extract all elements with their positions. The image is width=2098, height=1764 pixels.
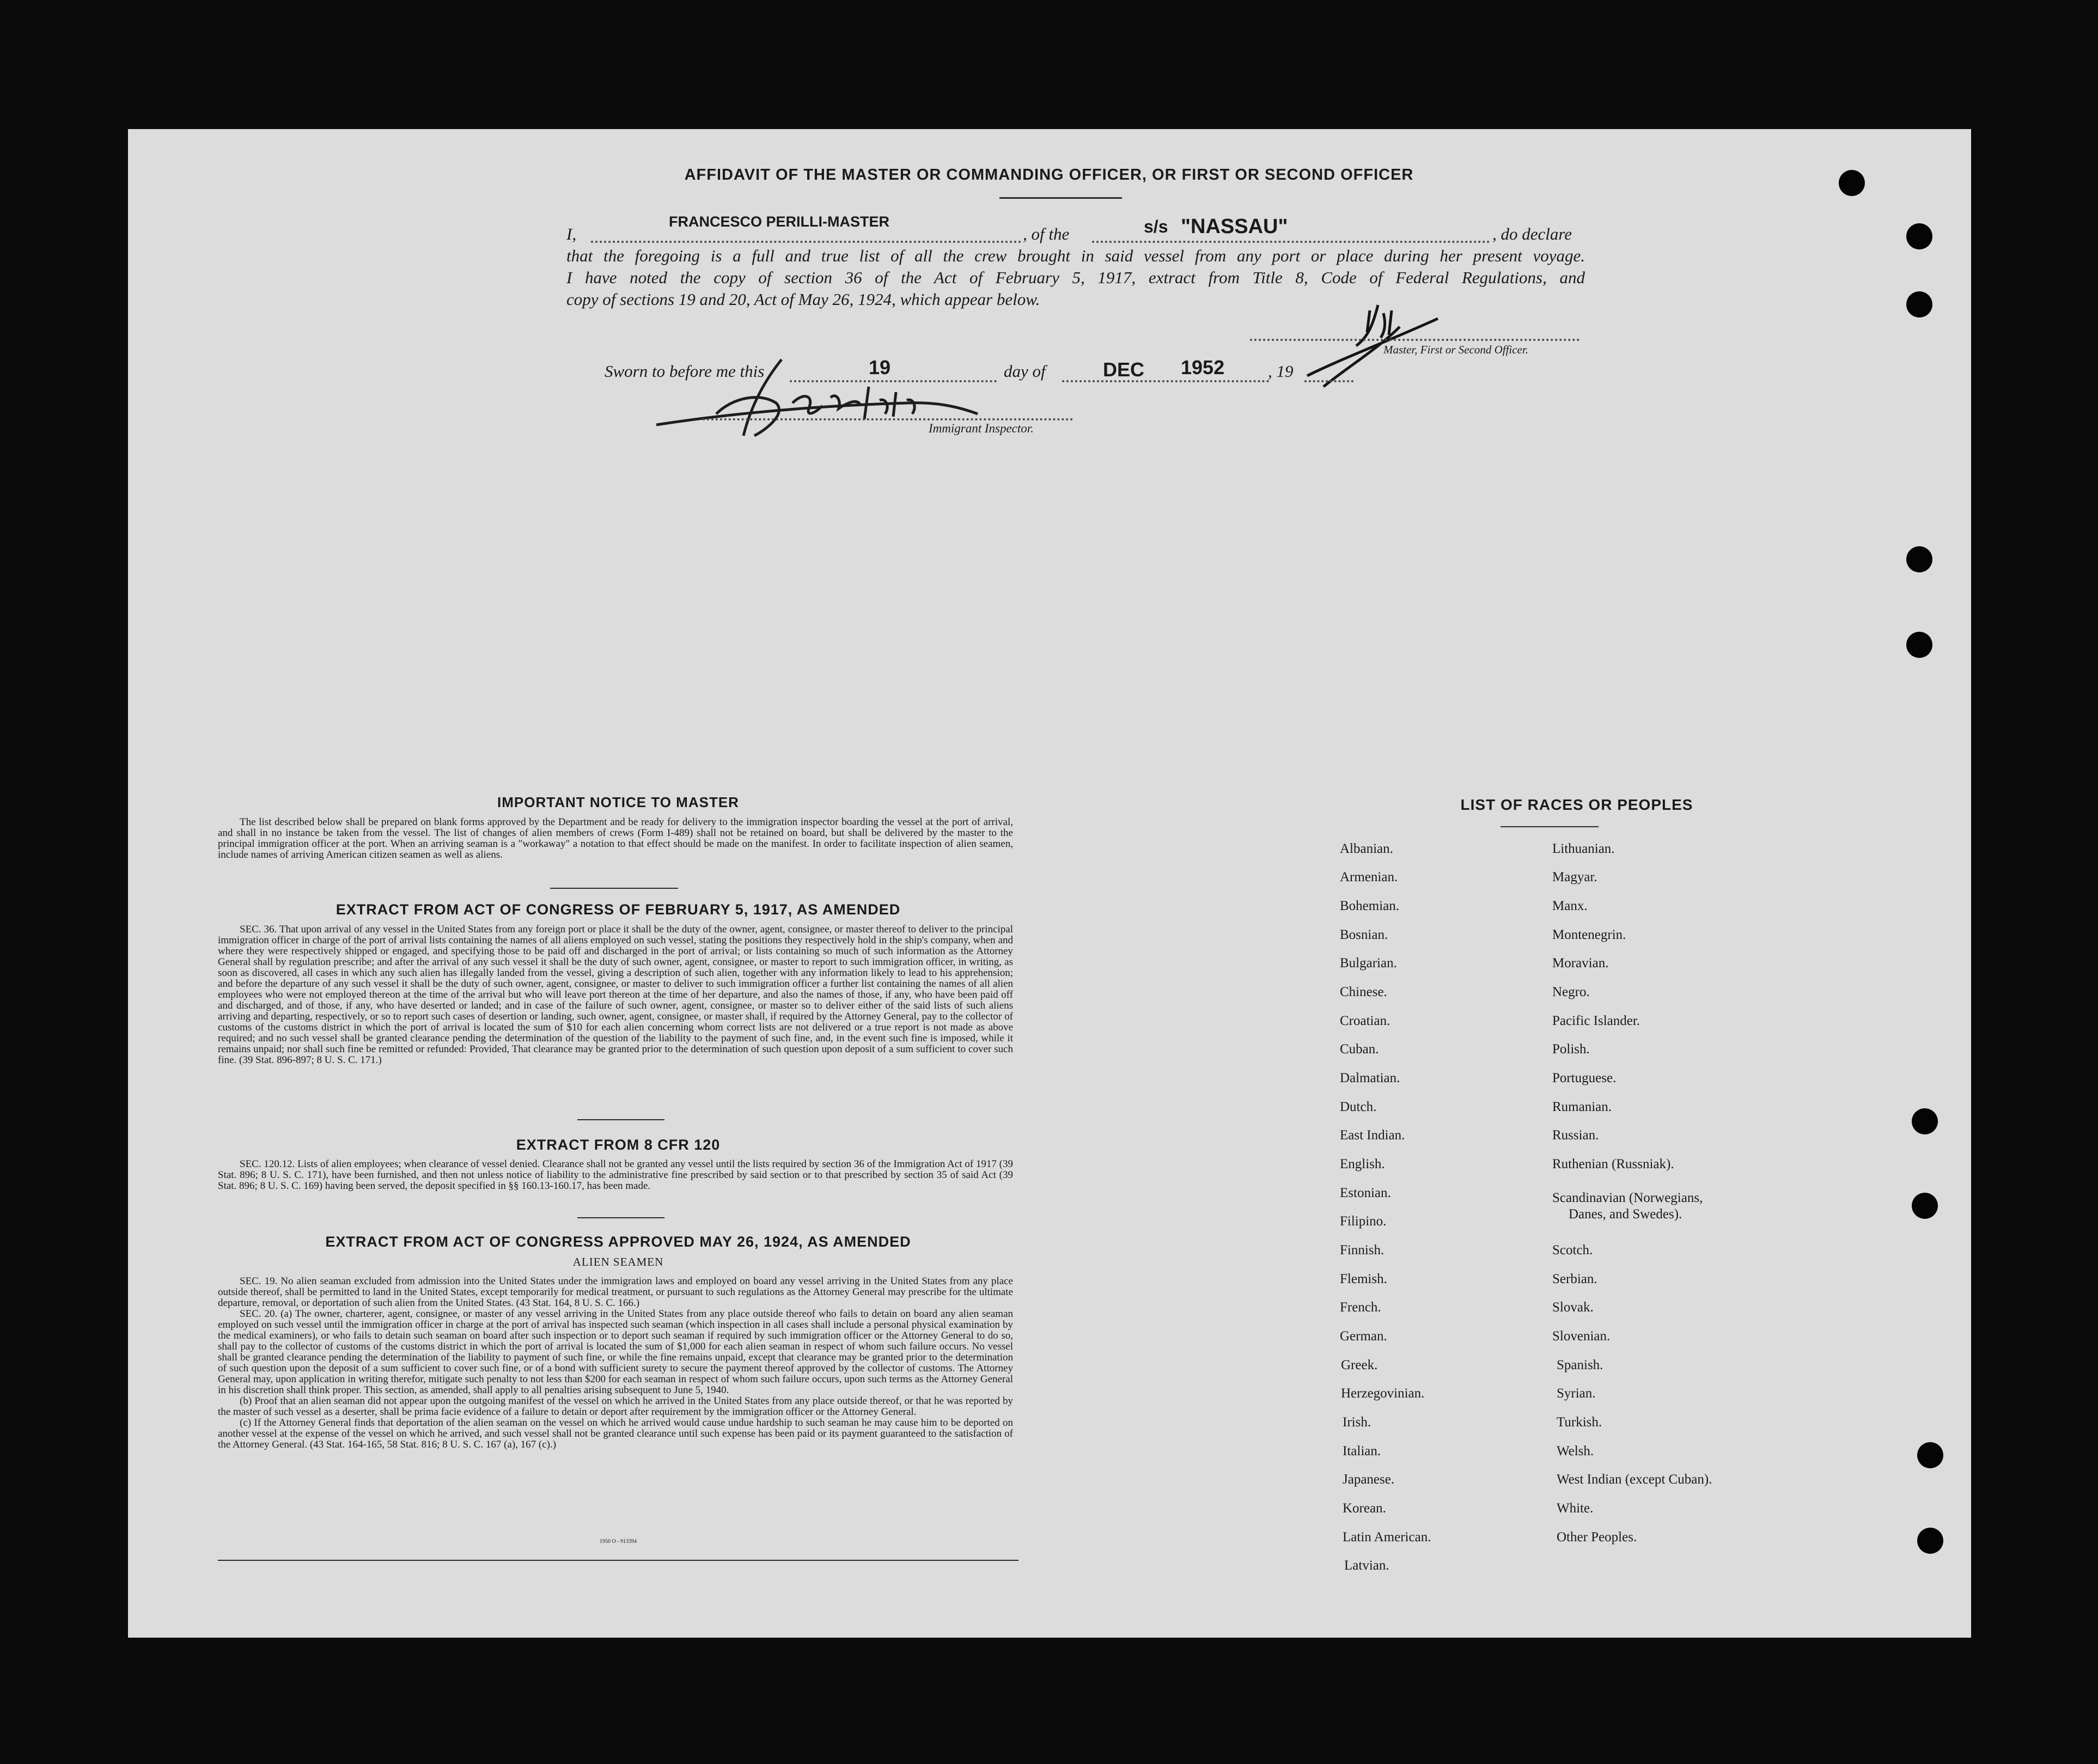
race-left: Bulgarian. — [1340, 956, 1397, 970]
vessel-line — [1092, 241, 1490, 243]
sec-19-text: SEC. 19. No alien seaman excluded from admission into the United States under the immigration laws and employed on board any vessel arriving in the United States from any place outside thereof, shall be permitted to land in the United States, except temporarily for medical treatment, or pursuant to such regulations as the Attorney General may prescribe for the ultimate departure, removal, or deportation of such alien from the United States. (43 Stat. 164, 8 U. S. C. 166.) — [218, 1275, 1013, 1309]
race-left: Flemish. — [1340, 1272, 1387, 1286]
race-right: Scandinavian (Norwegians, — [1552, 1191, 1703, 1205]
race-right: White. — [1557, 1501, 1594, 1516]
extract-1924-text — [218, 1276, 1013, 1450]
race-right: Slovenian. — [1552, 1329, 1611, 1344]
race-right: Moravian. — [1552, 956, 1609, 970]
extract-1924-title: EXTRACT FROM ACT OF CONGRESS APPROVED MAY 26, 1924, AS AMENDED — [325, 1234, 911, 1250]
day-value: 19 — [869, 356, 891, 379]
race-right: Rumanian. — [1552, 1100, 1612, 1114]
title-rule — [999, 197, 1122, 199]
race-left: German. — [1340, 1329, 1387, 1344]
binder-hole — [1917, 1528, 1943, 1554]
races-title: LIST OF RACES OR PEOPLES — [1460, 796, 1693, 813]
race-left: Herzegovinian. — [1341, 1386, 1425, 1401]
print-code: 1950 O - 913394 — [599, 1539, 637, 1545]
race-left: French. — [1340, 1300, 1381, 1315]
divider — [577, 1217, 664, 1218]
race-right: West Indian (except Cuban). — [1557, 1472, 1712, 1487]
race-right: Danes, and Swedes). — [1569, 1207, 1682, 1222]
binder-hole — [1912, 1108, 1938, 1134]
bottom-rule — [218, 1560, 1018, 1561]
race-left: Korean. — [1343, 1501, 1386, 1516]
extract-1924-subtitle: ALIEN SEAMEN — [572, 1255, 664, 1268]
master-name: FRANCESCO PERILLI-MASTER — [669, 213, 889, 230]
race-left: East Indian. — [1340, 1128, 1405, 1143]
race-right: Serbian. — [1552, 1272, 1597, 1286]
sec-20c-text: (c) If the Attorney General finds that deportation of the alien seaman on the vessel on which he arrived would cause undue hardship to such seaman he may cause him to be deported on another vessel at the expense of the vessel on which he arrived, and such vessel shall not be granted clearance until such expense has been paid or its payment guaranteed to the satisfaction of the Attorney General. (43 Stat. 164-165, 58 Stat. 816; 8 U. S. C. 167 (a), 167 (c).) — [218, 1417, 1013, 1450]
race-right: Spanish. — [1557, 1358, 1603, 1372]
race-right: Slovak. — [1552, 1300, 1594, 1315]
binder-hole — [1912, 1193, 1938, 1219]
race-right: Pacific Islander. — [1552, 1014, 1640, 1028]
affidavit-line2: that the foregoing is a full and true list of all the crew brought in said vessel from any port or place during her present voyage. — [566, 246, 1585, 265]
race-right: Syrian. — [1557, 1386, 1596, 1401]
do-declare-label: , do declare — [1492, 224, 1572, 243]
race-right: Polish. — [1552, 1042, 1590, 1057]
race-left: Greek. — [1341, 1358, 1378, 1372]
race-left: Chinese. — [1340, 985, 1387, 999]
race-left: Croatian. — [1340, 1014, 1390, 1028]
affidavit-i: I, — [566, 224, 577, 243]
race-left: Japanese. — [1343, 1472, 1395, 1487]
master-name-line — [591, 241, 1021, 243]
race-left: English. — [1340, 1157, 1385, 1171]
sworn-label: Sworn to before me this — [605, 362, 765, 381]
inspector-signature — [651, 354, 989, 452]
affidavit-title: AFFIDAVIT OF THE MASTER OR COMMANDING OFFICER, OR FIRST OR SECOND OFFICER — [684, 166, 1414, 184]
race-left: Armenian. — [1340, 870, 1398, 884]
of-the-label: , of the — [1023, 224, 1070, 243]
race-right: Russian. — [1552, 1128, 1599, 1143]
affidavit-line3: I have noted the copy of section 36 of the Act of February 5, 1917, extract from Title 8, Code of Federal Regulations, and — [566, 268, 1585, 287]
race-right: Ruthenian (Russniak). — [1552, 1157, 1674, 1171]
year-suffix: , 19 — [1268, 362, 1294, 381]
race-left: Latin American. — [1343, 1530, 1431, 1545]
race-left: Estonian. — [1340, 1186, 1391, 1200]
race-left: Filipino. — [1340, 1214, 1387, 1229]
vessel-prefix: s/s — [1144, 217, 1168, 236]
race-left: Finnish. — [1340, 1243, 1385, 1258]
race-right: Scotch. — [1552, 1243, 1593, 1258]
notice-text: The list described below shall be prepared on blank forms approved by the Department and be ready for delivery to the immigration inspector boarding the vessel at the port of arrival, and shall in no instance be taken from the vessel. The list of changes of alien members of crews (Form I-489) shall not be retained on board, but shall be delivered by the master to the principal immigration officer at the port. When an arriving seaman is a "workaway" a notation to that effect should be made on the manifest. In order to facilitate inspection of alien seamen, include names of arriving American citizen seamen as well as aliens. — [218, 816, 1013, 860]
race-left: Irish. — [1343, 1415, 1371, 1430]
notice-title: IMPORTANT NOTICE TO MASTER — [497, 794, 739, 810]
race-right: Montenegrin. — [1552, 927, 1626, 942]
officer-caption: Master, First or Second Officer. — [1383, 343, 1528, 356]
race-right: Magyar. — [1552, 870, 1597, 884]
race-right: Welsh. — [1557, 1444, 1594, 1458]
inspector-caption: Immigrant Inspector. — [929, 422, 1034, 435]
divider — [577, 1119, 664, 1120]
binder-hole — [1906, 632, 1932, 658]
extract-cfr-text: SEC. 120.12. Lists of alien employees; when clearance of vessel denied. Clearance shall not be granted any vessel until the lists required by section 36 of the Immigration Act of 1917 (39 Stat. 896; 8 U. S. C. 171), have been furnished, and then not unless notice of liability to the administrative fine prescribed by said section or to that prescribed by section 35 of said Act (39 Stat. 896; 8 U. S. C. 169) having been served, the deposit specified in §§ 160.13-160.17, has been made. — [218, 1158, 1013, 1192]
race-left: Dalmatian. — [1340, 1071, 1400, 1085]
race-left: Cuban. — [1340, 1042, 1379, 1057]
divider — [550, 888, 678, 889]
race-right: Portuguese. — [1552, 1071, 1617, 1085]
binder-hole — [1917, 1442, 1943, 1468]
binder-hole — [1906, 546, 1932, 572]
race-left: Latvian. — [1344, 1558, 1389, 1573]
race-left: Albanian. — [1340, 841, 1393, 856]
vessel-name: "NASSAU" — [1181, 215, 1288, 238]
race-right: Turkish. — [1557, 1415, 1602, 1430]
day-of-label: day of — [1004, 362, 1046, 381]
race-right: Negro. — [1552, 985, 1590, 999]
year-value: 1952 — [1181, 356, 1225, 379]
race-right: Manx. — [1552, 899, 1588, 913]
race-left: Dutch. — [1340, 1100, 1377, 1114]
extract-1917-text: SEC. 36. That upon arrival of any vessel in the United States from any foreign port or place it shall be the duty of the owner, agent, consignee, or master thereof to deliver to the principal immigration officer in charge of the port of arrival lists containing the names of all aliens employed on such vessel, stating the positions they respectively hold in the ship's company, when and where they were respectively shipped or engaged, and specifying those to be paid off and discharged in the port of arrival; or lists containing so much of such information as the Attorney General shall by regulation prescribe; and after the arrival of any such vessel it shall be the duty of such owner, agent, consignee, or master to report to such immigration officer, in writing, as soon as discovered, all cases in which any such alien has illegally landed from the vessel, giving a description of such alien, together with any information likely to lead to his apprehension; and before the departure of any such vessel it shall be the duty of such owner, agent, consignee, or master to deliver to such immigration officer a further list containing the names of all alien employees who were not employed thereon at the time of the arrival but who will leave port thereon at the time of her departure, and also the names of those, if any, who have been paid off and discharged, and of those, if any, who have deserted or landed; and in case of the failure of such owner, agent, consignee, or master so to deliver either of the said lists of such aliens arriving and departing, respectively, or so to report such cases of desertion or landing, such owner, agent, consignee, or master shall, if required by the Attorney General, pay to the collector of customs of the customs district in which the port of arrival is located the sum of $10 for each alien concerning whom correct lists are not delivered or a true report is not made as above required; and no such vessel shall be granted clearance pending the determination of the question of the liability to the payment of such fine, and, in the event such fine is imposed, while it remains unpaid; nor shall such fine be remitted or refunded: Provided, That clearance may be granted prior to the determination of such question upon deposit of a sum sufficient to cover such fine. (39 Stat. 896-897; 8 U. S. C. 171.) — [218, 924, 1013, 1066]
sec-20b-text: (b) Proof that an alien seaman did not appear upon the outgoing manifest of the vessel on which he arrived in the United States from any place outside thereof, or that he was reported by the master of such vessel as a deserter, shall be prima facie evidence of a failure to detain or deport after requirement by the immigration officer or the Attorney General. — [218, 1395, 1013, 1418]
affidavit-line4: copy of sections 19 and 20, Act of May 26, 1924, which appear below. — [566, 290, 1040, 309]
divider — [1501, 826, 1599, 827]
officer-signature-line — [1250, 339, 1579, 341]
binder-hole — [1906, 223, 1932, 249]
year-line — [1304, 380, 1353, 382]
month-line — [1062, 380, 1269, 382]
month-value: DEC — [1103, 358, 1145, 381]
race-left: Bohemian. — [1340, 899, 1400, 913]
binder-hole — [1906, 291, 1932, 318]
inspector-signature-line — [703, 418, 1073, 420]
race-left: Bosnian. — [1340, 927, 1388, 942]
sec-20a-text: SEC. 20. (a) The owner, charterer, agent, consignee, or master of any vessel arriving in the United States from any place outside thereof who fails to detain on board any alien seaman employed on such vessel until the immigration officer in charge at the port of arrival has inspected such seaman (which inspection in all cases shall include a personal physical examination by the medical examiners), or who fails to detain such seaman on board after such inspection or to deport such seaman if required by such immigration officer or the Attorney General to do so, shall pay to the collector of customs of the customs district in which the port of arrival is located the sum of $1,000 for each alien seaman in respect of whom such failure occurs. No vessel shall be granted clearance pending the determination of the liability to payment of such fine, or while the fine remains unpaid, except that clearance may be granted prior to the determination of such question upon the deposit of a sum sufficient to cover such fine, or of a bond with sufficient surety to secure the payment thereof approved by the collector of customs. The Attorney General may, upon application in writing therefor, mitigate such penalty to not less than $200 for each seaman in respect of whom such failure occurs, upon such terms as the Attorney General in his discretion shall think proper. This section, as amended, shall apply to all penalties arising subsequent to June 5, 1940. — [218, 1308, 1013, 1396]
extract-cfr-title: EXTRACT FROM 8 CFR 120 — [516, 1137, 721, 1153]
race-left: Italian. — [1343, 1444, 1381, 1458]
race-right: Lithuanian. — [1552, 841, 1615, 856]
extract-1917-title: EXTRACT FROM ACT OF CONGRESS OF FEBRUARY 5, 1917, AS AMENDED — [336, 901, 901, 918]
race-right: Other Peoples. — [1557, 1530, 1637, 1545]
